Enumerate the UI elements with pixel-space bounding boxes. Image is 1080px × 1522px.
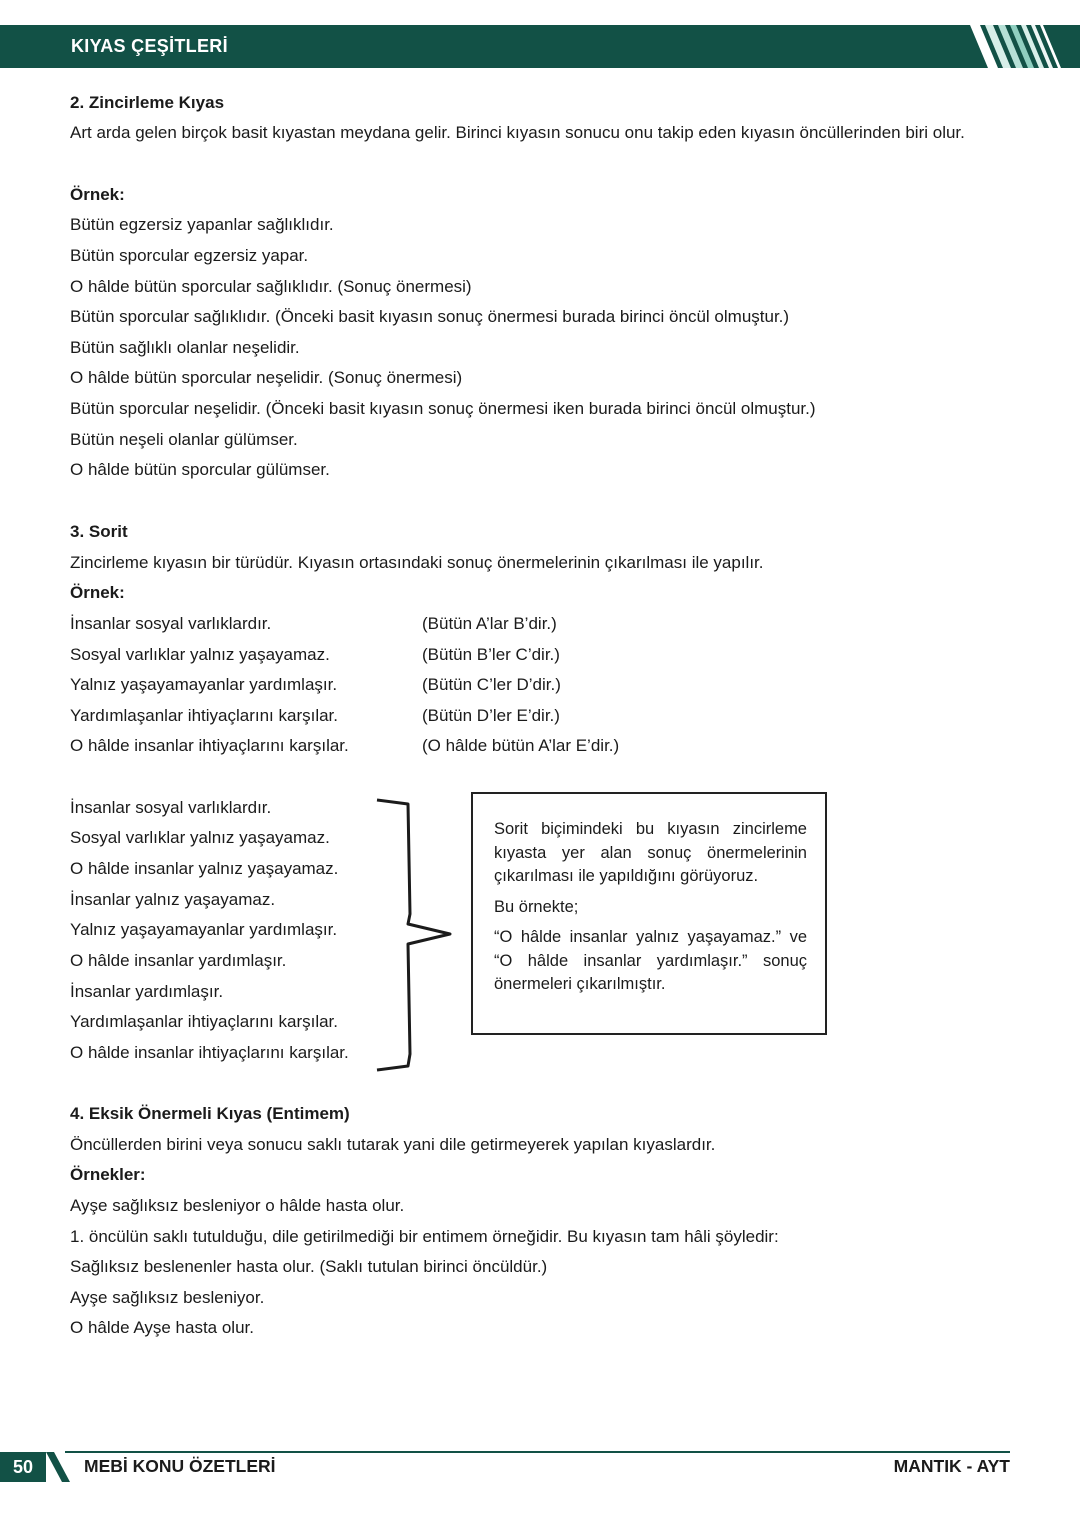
chain-line: Sosyal varlıklar yalnız yaşayamaz.: [70, 828, 330, 847]
note-box: [471, 792, 827, 1035]
chain-line: O hâlde insanlar yardımlaşır.: [70, 951, 287, 970]
sorit-formula: (O hâlde bütün A’lar E’dir.): [422, 736, 620, 755]
example-label: Örnek:: [70, 185, 125, 204]
example-line: Bütün sağlıklı olanlar neşelidir.: [70, 338, 300, 357]
example-line: Ayşe sağlıksız besleniyor.: [70, 1288, 265, 1307]
section-heading: 2. Zincirleme Kıyas: [70, 93, 225, 112]
footer-divider: [65, 1451, 1010, 1453]
chain-line: İnsanlar yalnız yaşayamaz.: [70, 890, 276, 909]
chain-line: O hâlde insanlar ihtiyaçlarını karşılar.: [70, 1043, 349, 1062]
sorit-statement: Yalnız yaşayamayanlar yardımlaşır.: [70, 675, 338, 694]
decorative-stripes: [960, 25, 1080, 68]
example-label: Örnekler:: [70, 1165, 146, 1184]
example-line: Bütün sporcular egzersiz yapar.: [70, 246, 309, 265]
example-line: Sağlıksız beslenenler hasta olur. (Saklı tutulan birinci öncüldür.): [70, 1257, 548, 1276]
note-paragraph: Bu örnekte;: [494, 897, 579, 916]
section-heading: 4. Eksik Önermeli Kıyas (Entimem): [70, 1104, 350, 1123]
footer-series-title: MEBİ KONU ÖZETLERİ: [84, 1456, 276, 1476]
sorit-formula: (Bütün C’ler D’dir.): [422, 675, 561, 694]
section-heading: 3. Sorit: [70, 522, 128, 541]
footer-stripe-icon: [46, 1452, 72, 1482]
example-line: 1. öncülün saklı tutulduğu, dile getirilmediği bir entimem örneğidir. Bu kıyasın tam hâli şöyledir:: [70, 1227, 779, 1246]
section-description: Öncüllerden birini veya sonucu saklı tutarak yani dile getirmeyerek yapılan kıyaslardır.: [70, 1135, 716, 1154]
sorit-formula: (Bütün D’ler E’dir.): [422, 706, 560, 725]
example-line: Bütün sporcular neşelidir. (Önceki basit kıyasın sonuç önermesi iken burada birinci öncül olmuştur.): [70, 399, 816, 418]
example-label: Örnek:: [70, 583, 125, 602]
note-paragraph: Sorit biçimindeki bu kıyasın zincirleme kıyasta yer alan sonuç önermelerinin çıkarılması ile yapıldığını görüyoruz.: [494, 820, 807, 885]
example-line: Bütün neşeli olanlar gülümser.: [70, 430, 298, 449]
sorit-statement: Sosyal varlıklar yalnız yaşayamaz.: [70, 645, 330, 664]
section-description: Art arda gelen birçok basit kıyastan meydana gelir. Birinci kıyasın sonucu onu takip eden kıyasın öncüllerinden biri olur.: [70, 123, 965, 142]
sorit-statement: Yardımlaşanlar ihtiyaçlarını karşılar.: [70, 706, 339, 725]
example-line: Bütün egzersiz yapanlar sağlıklıdır.: [70, 215, 334, 234]
example-line: Ayşe sağlıksız besleniyor o hâlde hasta olur.: [70, 1196, 405, 1215]
sorit-statement: İnsanlar sosyal varlıklardır.: [70, 614, 272, 633]
example-line: O hâlde bütün sporcular sağlıklıdır. (Sonuç önermesi): [70, 277, 472, 296]
note-paragraph: “O hâlde insanlar yalnız yaşayamaz.” ve “O hâlde insanlar yardımlaşır.” sonuç önermeleri çıkarılmıştır.: [494, 928, 807, 993]
chain-line: İnsanlar sosyal varlıklardır.: [70, 798, 272, 817]
chain-line: Yardımlaşanlar ihtiyaçlarını karşılar.: [70, 1012, 339, 1031]
example-line: O hâlde bütün sporcular gülümser.: [70, 460, 330, 479]
chain-line: Yalnız yaşayamayanlar yardımlaşır.: [70, 920, 338, 939]
chain-line: İnsanlar yardımlaşır.: [70, 982, 224, 1001]
page-number: 50: [0, 1452, 46, 1482]
curly-brace-icon: [372, 794, 462, 1076]
sorit-formula: (Bütün A’lar B’dir.): [422, 614, 557, 633]
page-title: KIYAS ÇEŞİTLERİ: [71, 36, 228, 56]
example-line: O hâlde Ayşe hasta olur.: [70, 1318, 254, 1337]
sorit-formula: (Bütün B’ler C’dir.): [422, 645, 560, 664]
example-line: O hâlde bütün sporcular neşelidir. (Sonuç önermesi): [70, 368, 463, 387]
footer-subject: MANTIK - AYT: [893, 1456, 1010, 1476]
section-description: Zincirleme kıyasın bir türüdür. Kıyasın ortasındaki sonuç önermelerinin çıkarılması ile yapılır.: [70, 553, 764, 572]
sorit-statement: O hâlde insanlar ihtiyaçlarını karşılar.: [70, 736, 349, 755]
example-line: Bütün sporcular sağlıklıdır. (Önceki basit kıyasın sonuç önermesi burada birinci öncül olmuştur.): [70, 307, 790, 326]
chain-line: O hâlde insanlar yalnız yaşayamaz.: [70, 859, 339, 878]
